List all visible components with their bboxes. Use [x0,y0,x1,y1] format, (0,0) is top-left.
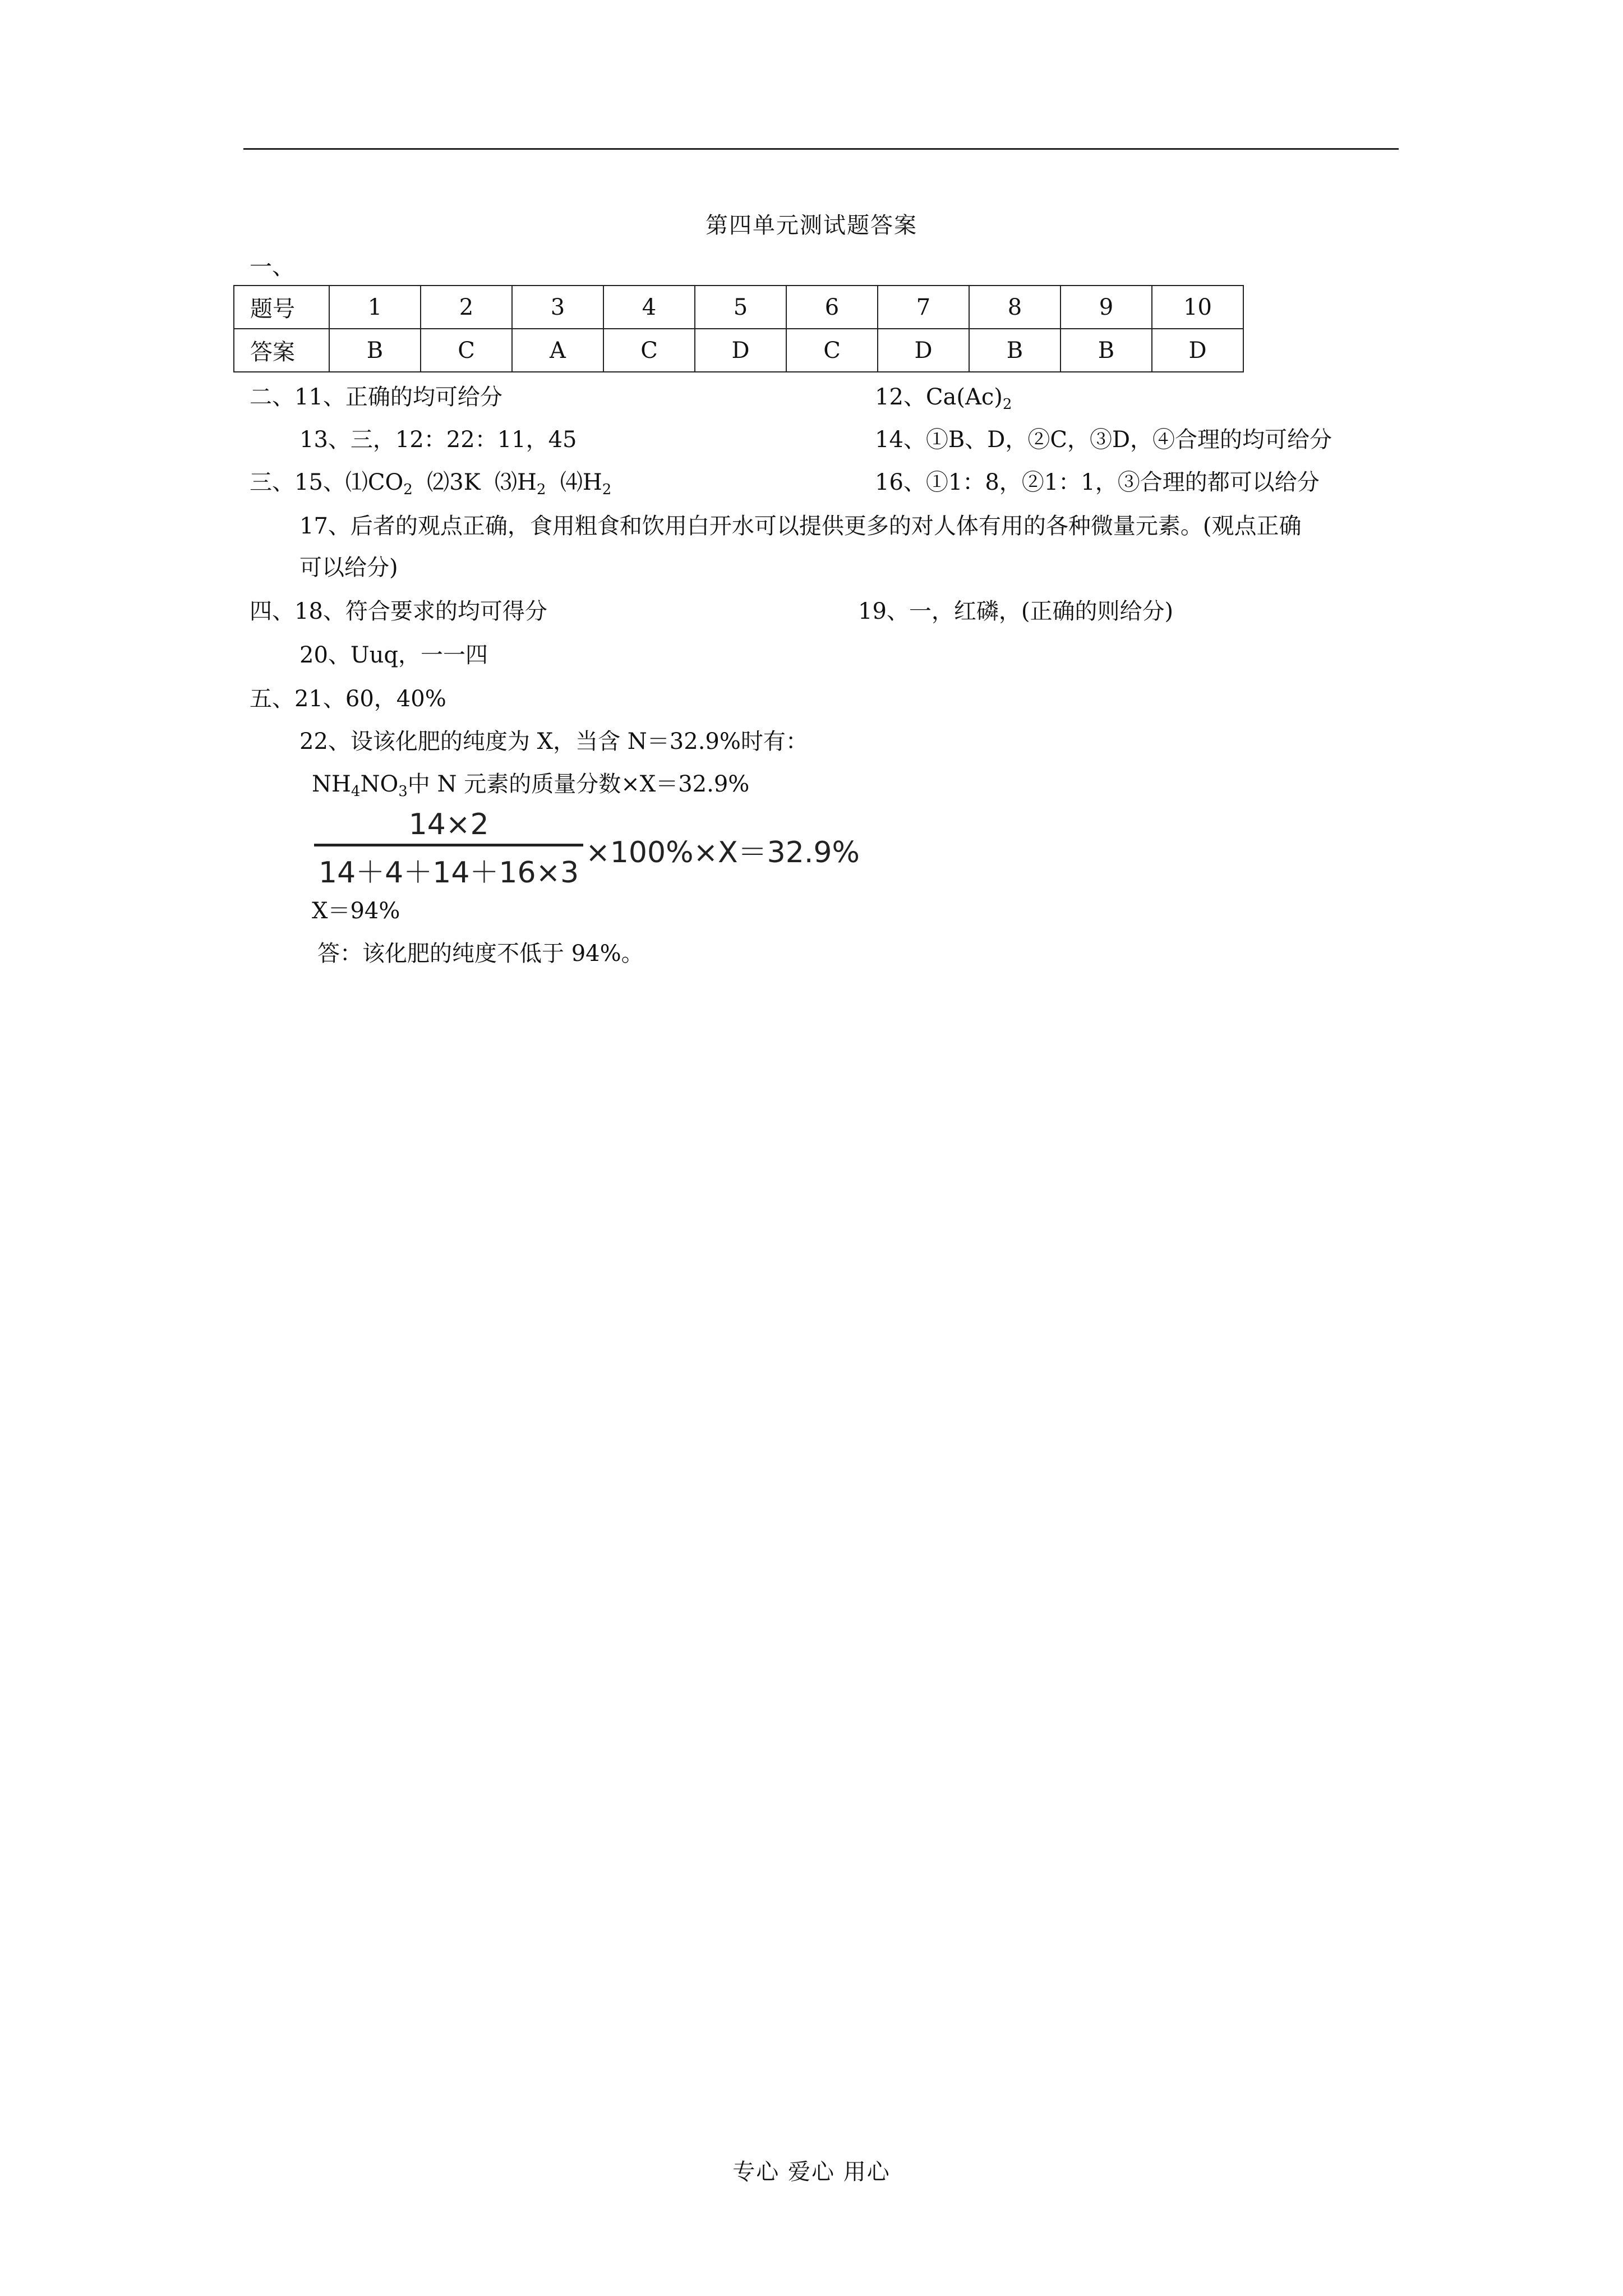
table-cell: 5 [695,286,786,329]
answer-17-line1: 17、后者的观点正确，食用粗食和饮用白开水可以提供更多的对人体有用的各种微量元素。(观点正确 [299,513,1302,539]
table-cell: C [603,329,695,372]
nh4no3-line [312,773,749,799]
answer-12-text: 12、Ca(Ac) [875,384,1003,410]
nh4no3-sub: 3 [398,783,408,800]
table-cell: B [329,329,421,372]
table-row-answers [234,329,1243,372]
answer-15-text: ⑵3K ⑶H [412,470,537,495]
section-one-label: 一、 [250,254,294,280]
table-cell: D [1152,329,1243,372]
answer-12 [875,386,1012,412]
table-cell: 6 [786,286,878,329]
answer-15-sub: 2 [602,481,612,498]
table-cell: 10 [1152,286,1243,329]
answer-14: 14、①B、D，②C，③D，④合理的均可给分 [875,427,1332,453]
answer-15-sub: 2 [536,481,546,498]
answer-21: 五、21、60，40% [250,686,446,712]
table-cell: 8 [969,286,1061,329]
nh4no3-sub: 4 [351,783,361,800]
table-cell: 9 [1061,286,1152,329]
answer-18: 四、18、符合要求的均可得分 [250,599,547,624]
answer-13: 13、三，12：22：11，45 [299,427,577,453]
x-value: X＝94% [312,898,400,924]
table-cell: D [695,329,786,372]
nh4no3-text: 中 N 元素的质量分数×X＝32.9% [407,771,750,797]
table-cell: 3 [512,286,603,329]
answer-15-text: ⑷H [546,470,602,495]
table-cell: C [786,329,878,372]
answer-19: 19、一，红磷，(正确的则给分) [858,599,1174,624]
formula-denominator: 14＋4＋14＋16×3 [314,844,583,891]
answer-11: 二、11、正确的均可给分 [250,384,502,410]
header-rule [243,148,1399,150]
table-cell: D [878,329,969,372]
table-cell: B [1061,329,1152,372]
answer-15 [250,471,611,497]
table-cell: 4 [603,286,695,329]
formula-tail: ×100%×X＝32.9% [585,835,860,869]
table-cell: B [969,329,1061,372]
nh4no3-text: NO [360,771,399,797]
answer-12-sub: 2 [1002,396,1012,413]
answer-15-text: 三、15、⑴CO [250,470,404,495]
answer-17-line2: 可以给分) [299,555,398,581]
table-cell: 7 [878,286,969,329]
answer-table [233,285,1244,372]
table-cell: C [421,329,512,372]
answer-15-sub: 2 [403,481,413,498]
table-cell: 1 [329,286,421,329]
final-answer: 答：该化肥的纯度不低于 94%。 [317,941,644,967]
answer-16: 16、①1：8，②1：1，③合理的都可以给分 [875,470,1320,495]
purity-formula [314,808,860,891]
page-footer: 专心 爱心 用心 [732,2159,891,2185]
table-head-number: 题号 [234,286,329,329]
page-title: 第四单元测试题答案 [706,213,917,238]
nh4no3-text: NH [312,771,351,797]
formula-fraction [314,808,583,891]
table-head-answer: 答案 [234,329,329,372]
answer-22: 22、设该化肥的纯度为 X，当含 N＝32.9%时有： [299,729,808,754]
table-row-numbers [234,286,1243,329]
formula-numerator: 14×2 [408,808,489,841]
table-cell: A [512,329,603,372]
table-cell: 2 [421,286,512,329]
answer-20: 20、Uuq，一一四 [299,642,488,668]
